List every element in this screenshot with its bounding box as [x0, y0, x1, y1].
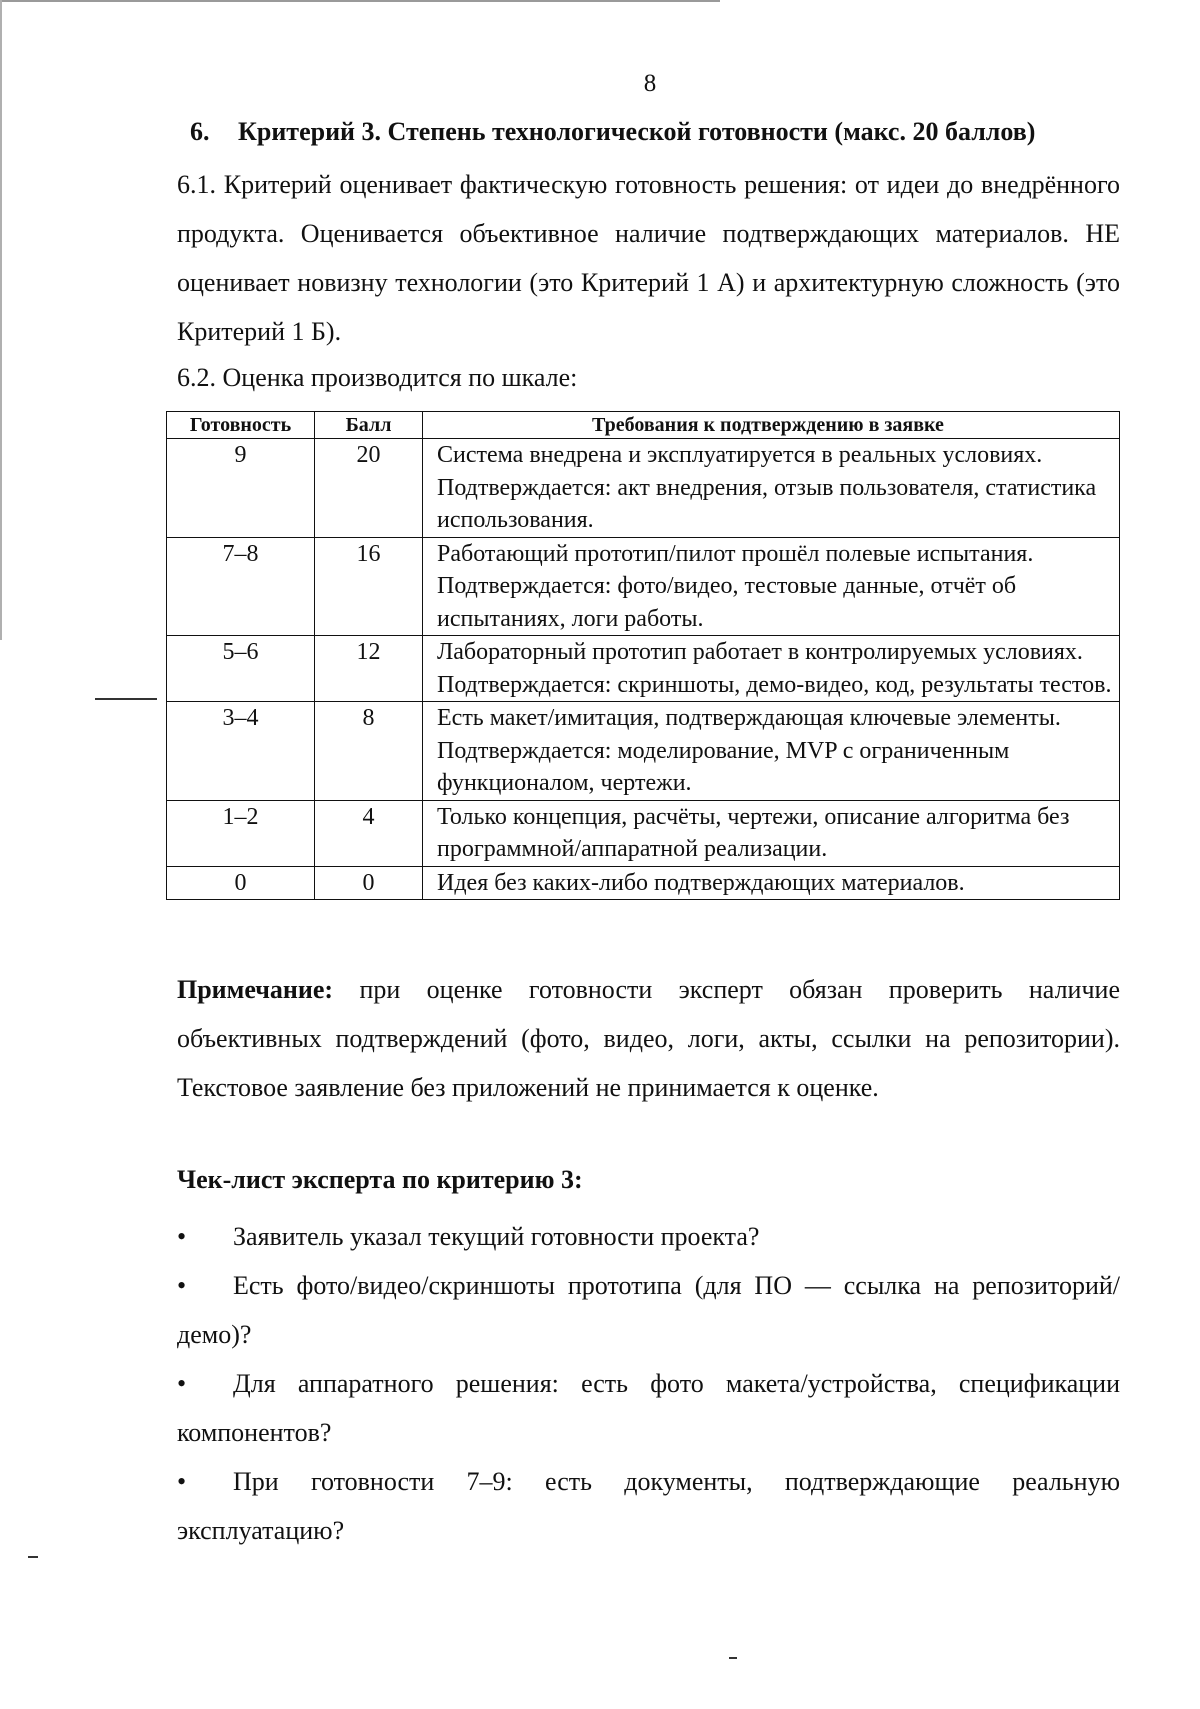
cell-score: 16	[315, 537, 423, 636]
table-header-row	[167, 412, 1120, 439]
cell-score: 8	[315, 702, 423, 801]
table-row	[167, 636, 1120, 702]
cell-score: 0	[315, 866, 423, 900]
cell-readiness: 3–4	[167, 702, 315, 801]
list-item	[177, 1212, 1120, 1261]
section-heading	[190, 117, 1035, 147]
cell-requirements: Есть макет/имитация, подтверждающая ключевые элементы. Подтверждается: моделирование, MVP с ограниченным функционалом, чертежи.	[423, 702, 1120, 801]
bullet-icon: •	[177, 1467, 187, 1496]
list-item-text: При готовности 7–9: есть документы, подтверждающие реальную эксплуатацию?	[177, 1467, 1120, 1545]
table-row	[167, 537, 1120, 636]
list-item-text: Заявитель указал текущий готовности проекта?	[233, 1222, 760, 1251]
scan-mark	[95, 698, 157, 700]
scan-edge-top	[0, 0, 720, 2]
note-label: Примечание:	[177, 975, 334, 1004]
section-number: 6.	[190, 117, 210, 146]
list-item	[177, 1457, 1120, 1555]
scan-mark	[28, 1556, 38, 1558]
table-row	[167, 702, 1120, 801]
cell-requirements: Работающий прототип/пилот прошёл полевые испытания. Подтверждается: фото/видео, тестовые данные, отчёт об испытаниях, логи работы.	[423, 537, 1120, 636]
bullet-icon: •	[177, 1369, 187, 1398]
paragraph-6-2: 6.2. Оценка производится по шкале:	[177, 363, 578, 392]
cell-readiness: 9	[167, 439, 315, 538]
section-title: Критерий 3. Степень технологической готовности (макс. 20 баллов)	[238, 117, 1036, 146]
checklist-title: Чек-лист эксперта по критерию 3:	[177, 1165, 583, 1194]
list-item-text: Есть фото/видео/скриншоты прототипа (для ПО — ссылка на репозиторий/демо)?	[177, 1271, 1120, 1349]
note-text: при оценке готовности эксперт обязан проверить наличие объективных подтверждений (фото, видео, логи, акты, ссылки на репозитории). Текстовое заявление без приложений не принимается к оценке.	[177, 975, 1120, 1102]
cell-score: 12	[315, 636, 423, 702]
list-item	[177, 1261, 1120, 1359]
header-readiness: Готовность	[167, 412, 315, 439]
list-item	[177, 1359, 1120, 1457]
cell-requirements: Идея без каких-либо подтверждающих материалов.	[423, 866, 1120, 900]
cell-requirements: Система внедрена и эксплуатируется в реальных условиях. Подтверждается: акт внедрения, отзыв пользователя, статистика использования.	[423, 439, 1120, 538]
checklist	[177, 1212, 1120, 1555]
header-score: Балл	[315, 412, 423, 439]
cell-requirements: Лабораторный прототип работает в контролируемых условиях. Подтверждается: скриншоты, демо-видео, код, результаты тестов.	[423, 636, 1120, 702]
cell-readiness: 7–8	[167, 537, 315, 636]
cell-requirements: Только концепция, расчёты, чертежи, описание алгоритма без программной/аппаратной реализации.	[423, 800, 1120, 866]
cell-readiness: 5–6	[167, 636, 315, 702]
bullet-icon: •	[177, 1222, 187, 1251]
cell-readiness: 0	[167, 866, 315, 900]
table-row	[167, 866, 1120, 900]
scan-mark	[729, 1657, 737, 1659]
paragraph-6-1: 6.1. Критерий оценивает фактическую готовность решения: от идеи до внедрённого продукта. Оценивается объективное наличие подтверждающих материалов. НЕ оценивает новизну технологии (это Критерий 1 А) и архитектурную сложность (это Критерий 1 Б).	[177, 170, 1120, 346]
note-paragraph	[177, 965, 1120, 1112]
table-row	[167, 800, 1120, 866]
readiness-scale-table	[166, 411, 1120, 900]
bullet-icon: •	[177, 1271, 187, 1300]
list-item-text: Для аппаратного решения: есть фото макета/устройства, спецификации компонентов?	[177, 1369, 1120, 1447]
cell-score: 4	[315, 800, 423, 866]
table-row	[167, 439, 1120, 538]
cell-readiness: 1–2	[167, 800, 315, 866]
cell-score: 20	[315, 439, 423, 538]
header-requirements: Требования к подтверждению в заявке	[423, 412, 1120, 439]
page-number: 8	[643, 70, 657, 97]
